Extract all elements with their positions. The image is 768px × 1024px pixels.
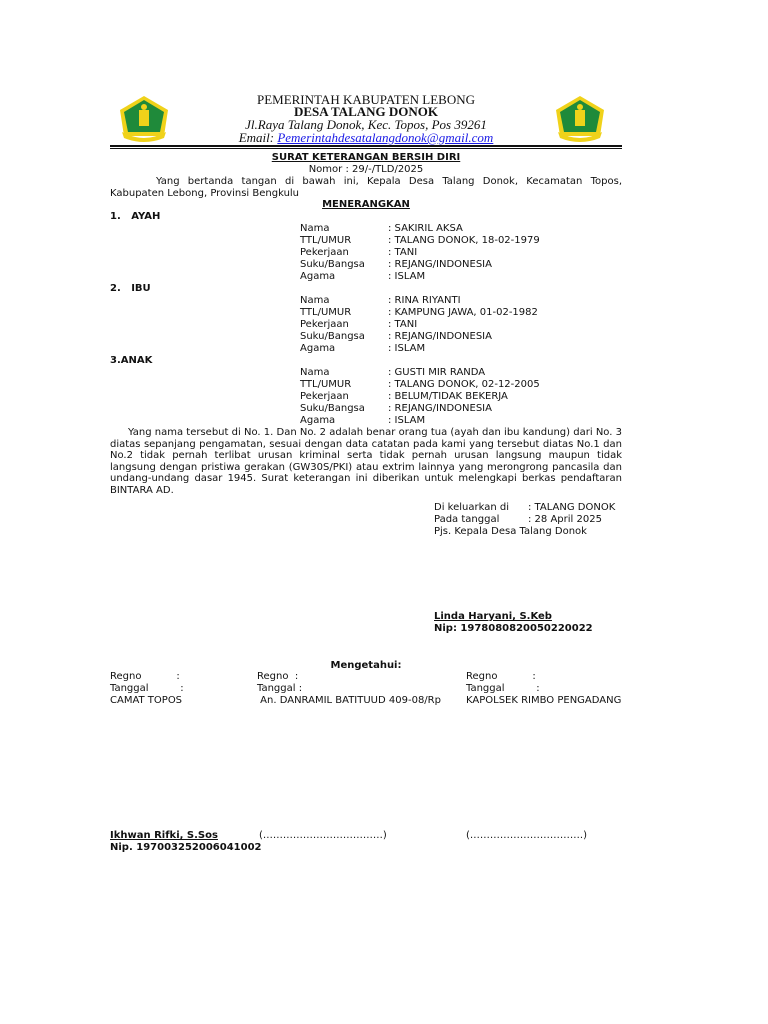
anak-suku-value: : REJANG/INDONESIA <box>388 403 492 414</box>
anak-ttl-label: TTL/UMUR <box>300 379 352 390</box>
ayah-agama-value: : ISLAM <box>388 271 426 282</box>
ibu-ttl-label: TTL/UMUR <box>300 307 352 318</box>
email-label: Email: <box>238 130 278 145</box>
ayah-suku-label: Suku/Bangsa <box>300 259 365 270</box>
camat-name: Ikhwan Rifki, S.Sos <box>110 830 218 841</box>
danramil-org: An. DANRAMIL BATITUUD 409-08/Rp <box>257 695 441 706</box>
ayah-ttl-value: : TALANG DONOK, 18-02-1979 <box>388 235 540 246</box>
ibu-ttl-value: : KAMPUNG JAWA, 01-02-1982 <box>388 307 538 318</box>
issued-date-label: Pada tanggal <box>434 514 500 525</box>
header-village: DESA TALANG DONOK <box>294 104 438 119</box>
ayah-pekerjaan-value: : TANI <box>388 247 418 258</box>
anak-ttl-value: : TALANG DONOK, 02-12-2005 <box>388 379 540 390</box>
ibu-suku-label: Suku/Bangsa <box>300 331 365 342</box>
danramil-regno: Regno : <box>257 671 299 682</box>
anak-agama-value: : ISLAM <box>388 415 426 426</box>
email-link[interactable]: Pemerintahdesatalangdonok@gmail.com <box>277 130 494 145</box>
issued-date-value: : 28 April 2025 <box>528 514 602 525</box>
kapolsek-org: KAPOLSEK RIMBO PENGADANG <box>466 695 622 706</box>
danramil-tanggal: Tanggal : <box>257 683 303 694</box>
anak-suku-label: Suku/Bangsa <box>300 403 365 414</box>
ibu-agama-value: : ISLAM <box>388 343 426 354</box>
issued-place-label: Di keluarkan di <box>434 502 509 513</box>
header-divider <box>110 145 622 149</box>
anak-pekerjaan-value: : BELUM/TIDAK BEKERJA <box>388 391 508 402</box>
ibu-pekerjaan-label: Pekerjaan <box>300 319 349 330</box>
ayah-agama-label: Agama <box>300 271 336 282</box>
section-anak-heading: 3.ANAK <box>110 355 153 366</box>
header-email-line <box>0 130 732 146</box>
ibu-agama-label: Agama <box>300 343 336 354</box>
header-government: PEMERINTAH KABUPATEN LEBONG <box>256 92 476 107</box>
header-address: Jl.Raya Talang Donok, Kec. Topos, Pos 39261 <box>245 117 487 132</box>
kapolsek-tanggal: Tanggal : <box>466 683 540 694</box>
kapolsek-regno: Regno : <box>466 671 536 682</box>
ayah-pekerjaan-label: Pekerjaan <box>300 247 349 258</box>
ibu-suku-value: : REJANG/INDONESIA <box>388 331 492 342</box>
anak-nama-label: Nama <box>300 367 330 378</box>
village-head-name: Linda Haryani, S.Keb <box>434 611 552 622</box>
letter-number: Nomor : 29/-/TLD/2025 <box>308 164 424 175</box>
letter-title: SURAT KETERANGAN BERSIH DIRI <box>271 152 461 163</box>
menerangkan-heading: MENERANGKAN <box>322 199 410 210</box>
anak-nama-value: : GUSTI MIR RANDA <box>388 367 486 378</box>
camat-regno: Regno : <box>110 671 180 682</box>
village-head-nip: Nip: 197808082005022002​2 <box>434 623 593 634</box>
camat-nip: Nip. 197003252006041002 <box>110 842 262 853</box>
kapolsek-signature-blank: (…………………………….) <box>466 830 587 841</box>
ibu-nama-value: : RINA RIYANTI <box>388 295 461 306</box>
ibu-nama-label: Nama <box>300 295 330 306</box>
ayah-ttl-label: TTL/UMUR <box>300 235 352 246</box>
section-ibu-heading: 2. IBU <box>110 283 151 294</box>
section-ayah-heading: 1. AYAH <box>110 211 161 222</box>
anak-pekerjaan-label: Pekerjaan <box>300 391 349 402</box>
ayah-nama-value: : SAKIRIL AKSA <box>388 223 463 234</box>
statement-paragraph: Yang nama tersebut di No. 1. Dan No. 2 adalah benar orang tua (ayah dan ibu kandung) dari No. 3 diatas sepanjang pengamatan, sesuai dengan data catatan pada kami yang tersebut diatas No.1 dan No.2 tidak pernah terlibat urusan kriminal serta tidak pernah urusan langsung maupun tidak langsung dengan pristiwa gerakan (GW30S/PKI) atau extrim lainnya yang merongrong pancasila dan undang-undang dasar 1945. Surat keterangan ini diberikan untuk melengkapi berkas pendaftaran BINTARA AD. <box>110 427 622 496</box>
issuer-title: Pjs. Kepala Desa Talang Donok <box>434 526 587 537</box>
ayah-suku-value: : REJANG/INDONESIA <box>388 259 492 270</box>
camat-org: CAMAT TOPOS <box>110 695 183 706</box>
ibu-pekerjaan-value: : TANI <box>388 319 418 330</box>
ayah-nama-label: Nama <box>300 223 330 234</box>
camat-tanggal: Tanggal : <box>110 683 184 694</box>
anak-agama-label: Agama <box>300 415 336 426</box>
issued-place-value: : TALANG DONOK <box>528 502 616 513</box>
danramil-signature-blank: (………………………………) <box>259 830 387 841</box>
intro-paragraph: Yang bertanda tangan di bawah ini, Kepala Desa Talang Donok, Kecamatan Topos, Kabupaten Lebong, Provinsi Bengkulu <box>110 176 622 199</box>
acknowledge-heading: Mengetahui: <box>330 660 402 671</box>
